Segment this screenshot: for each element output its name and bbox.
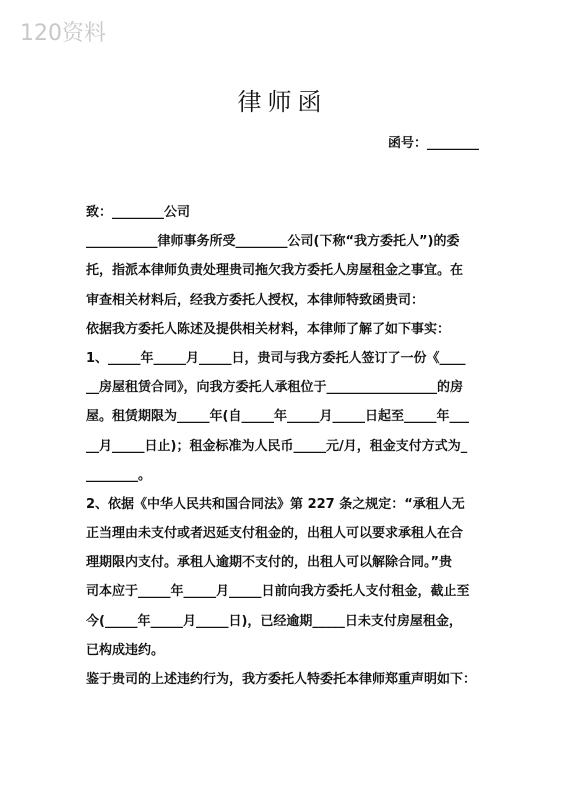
body-line: 审查相关材料后，经我方委托人授权，本律师特致函贵司： bbox=[86, 292, 425, 308]
body-line: 1、_____年_____月_____日，贵司与我方委托人签订了一份《____ bbox=[86, 350, 466, 366]
body-line: 2、依据《中华人民共和国合同法》第 227 条之规定：“承租人无 bbox=[86, 496, 465, 512]
body-line: 鉴于贵司的上述违约行为，我方委托人特委托本律师郑重声明如下： bbox=[86, 672, 477, 687]
watermark-text: 120资料 bbox=[20, 21, 106, 46]
body-line: 已构成违约。 bbox=[86, 642, 165, 658]
letter-body bbox=[86, 198, 486, 694]
body-line: 理期限内支付。承租人逾期不支付的，出租人可以解除合同。”贵 bbox=[86, 555, 453, 571]
body-line: 托，指派本律师负责处理贵司拖欠我方委托人房屋租金之事宜。在 bbox=[86, 263, 464, 279]
document-title: 律师函 bbox=[237, 88, 328, 116]
body-line-addressee: 致：________公司 bbox=[86, 205, 191, 220]
body-line: 今(_____年_____月_____日)，已经逾期_____日未支付房屋租金， bbox=[86, 613, 462, 629]
body-line: 正当理由未支付或者迟延支付租金的，出租人可以要求承租人在合 bbox=[86, 526, 464, 542]
body-line: ___________律师事务所受________公司(下称“我方委托人”)的委 bbox=[86, 234, 460, 250]
body-line: __房屋租赁合同》，向我方委托人承租位于_________________的房 bbox=[86, 380, 464, 396]
body-line: 依据我方委托人陈述及提供相关材料，本律师了解了如下事实： bbox=[86, 321, 451, 337]
body-line: 屋。租赁期限为_____年(自_____年_____月_____日起至_____年___ bbox=[86, 409, 469, 425]
body-line: 司本应于_____年_____月_____日前向我方委托人支付租金，截止至 bbox=[86, 584, 470, 600]
body-line: ________。 bbox=[86, 467, 152, 483]
body-line: __月_____日止)；租金标准为人民币_____元/月，租金支付方式为_ bbox=[86, 438, 468, 454]
letter-number: 函号：________ bbox=[387, 136, 479, 151]
